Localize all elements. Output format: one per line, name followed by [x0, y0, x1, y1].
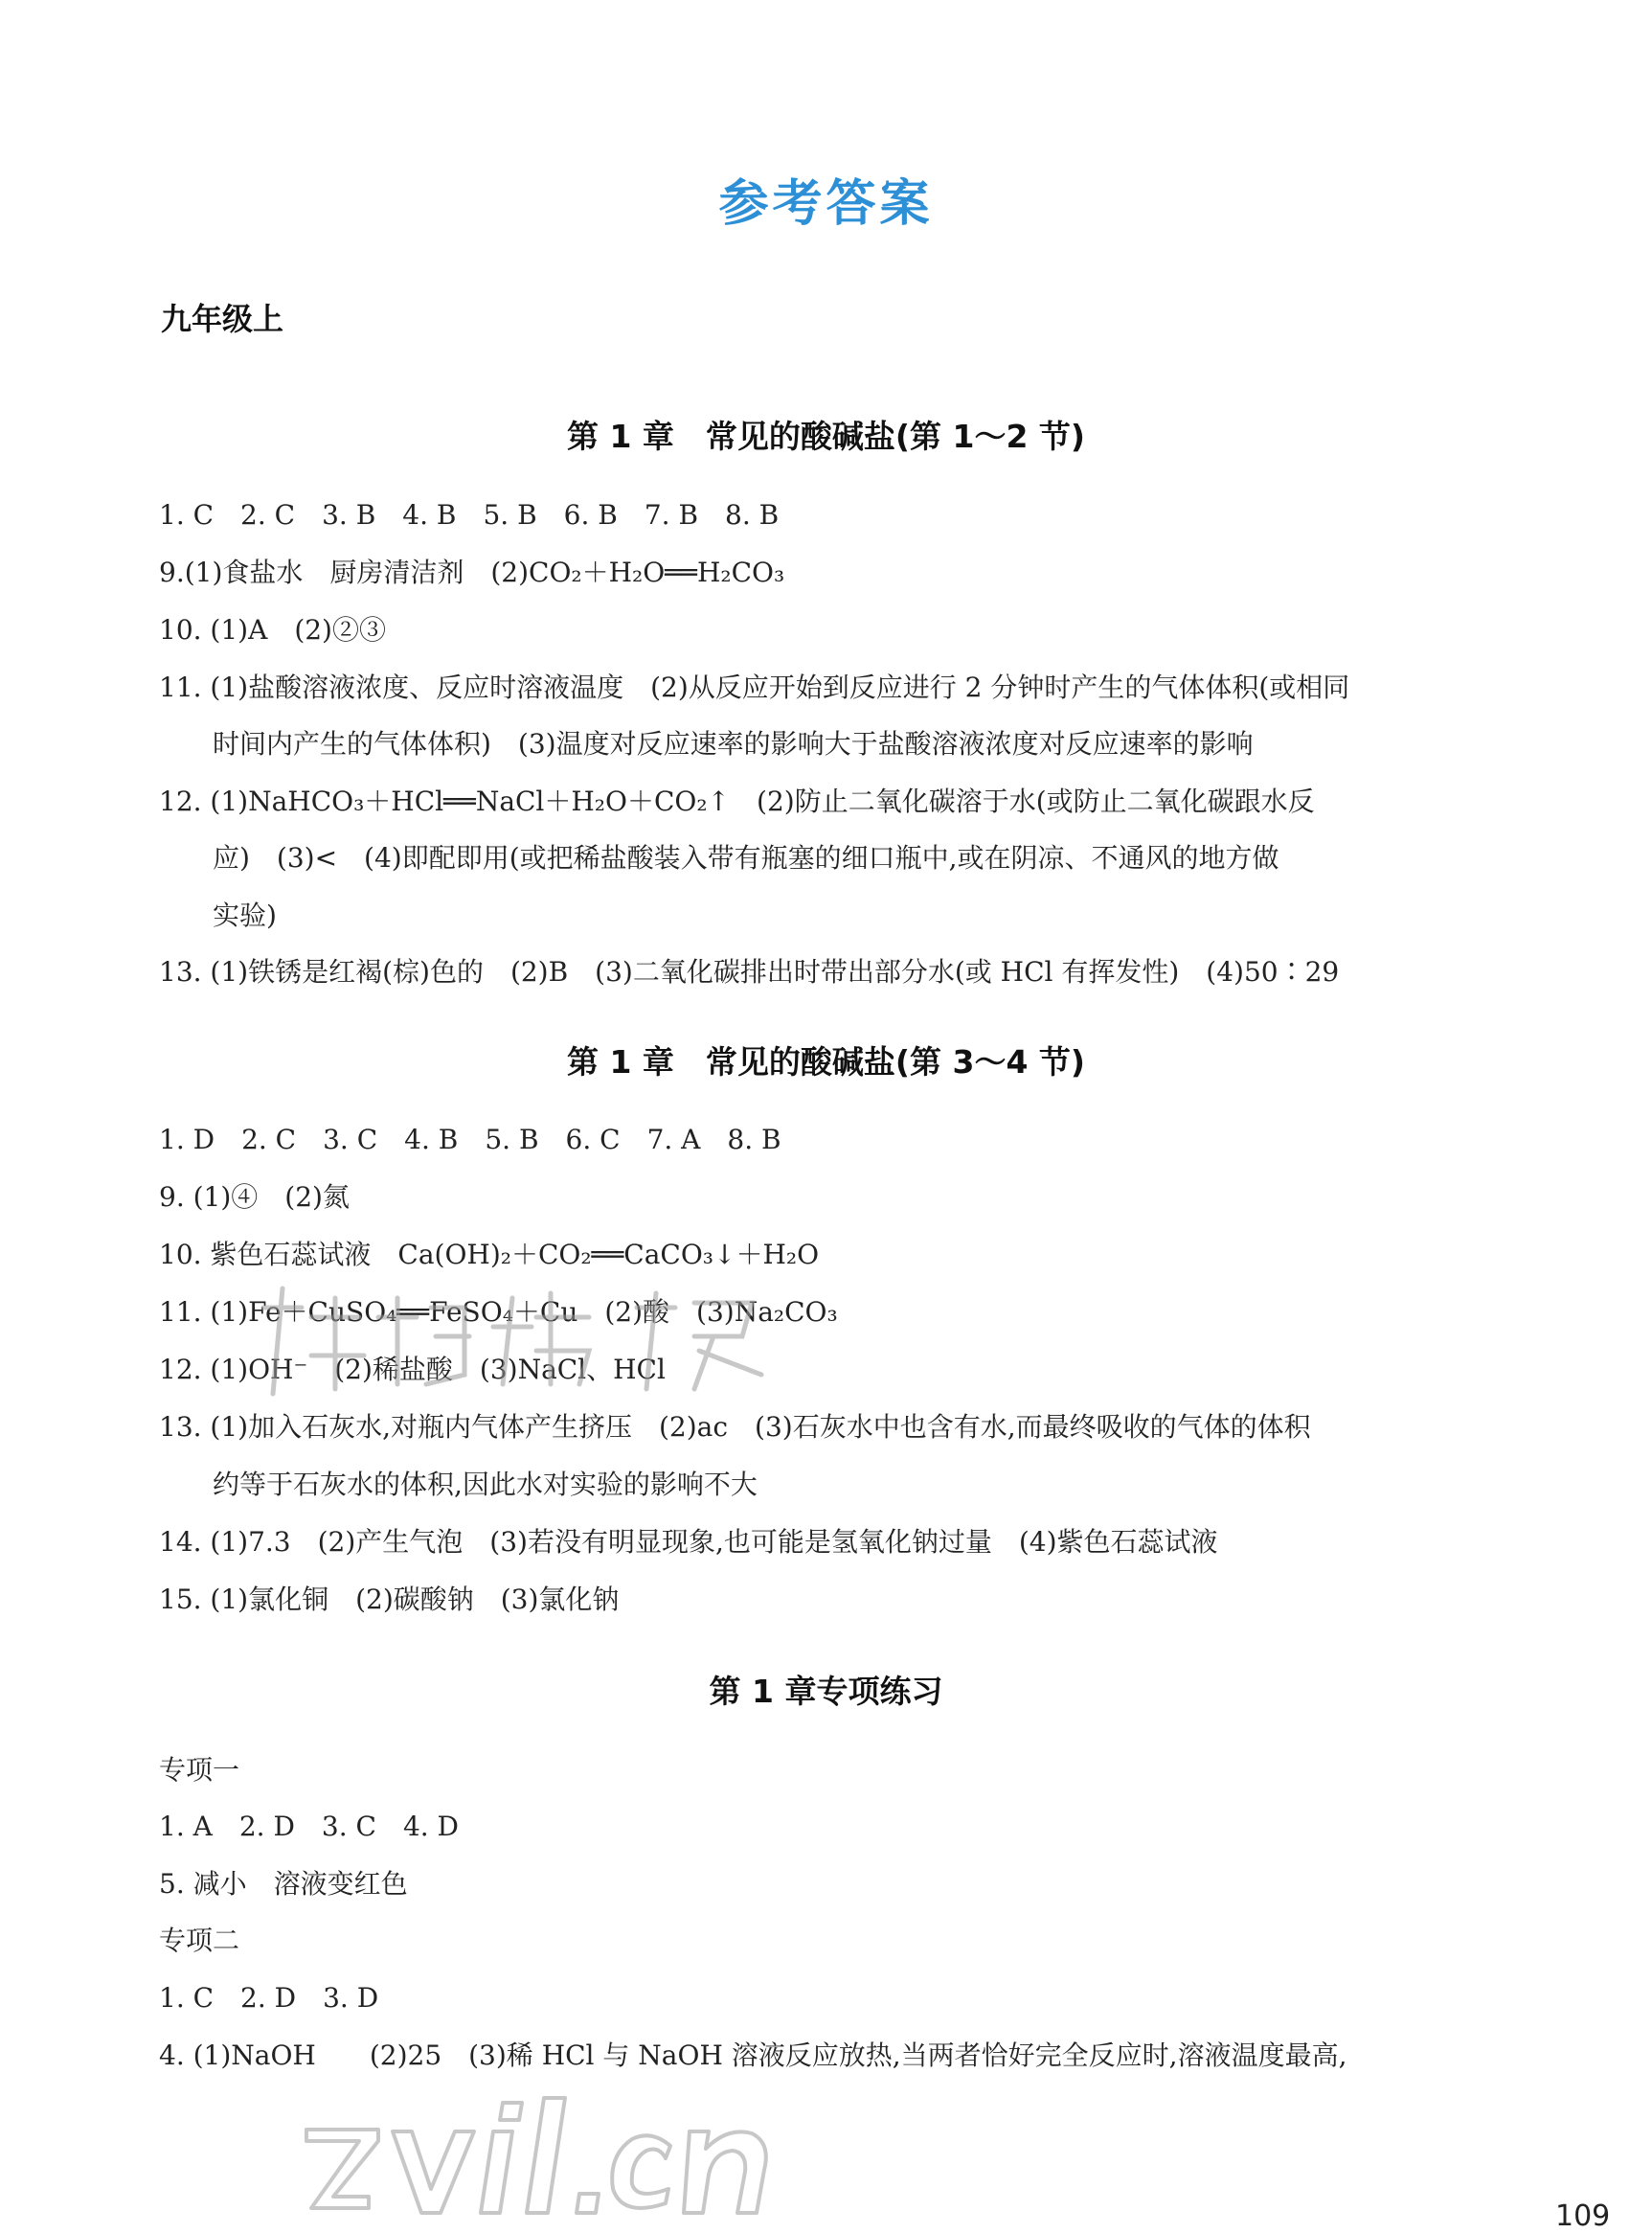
answer-line-continued: 约等于石灰水的体积,因此水对实验的影响不大	[213, 1469, 758, 1500]
subsection-label: 专项一	[159, 1754, 240, 1786]
chapter-heading-1: 第 1 章 常见的酸碱盐(第 1～2 节)	[566, 418, 1085, 455]
answer-line: 11. (1)Fe＋CuSO₄══FeSO₄＋Cu (2)酸 (3)Na₂CO₃	[159, 1296, 838, 1328]
answer-line: 1. A 2. D 3. C 4. D	[159, 1811, 460, 1842]
answer-line: 1. C 2. C 3. B 4. B 5. B 6. B 7. B 8. B	[159, 499, 780, 531]
chapter-heading-2: 第 1 章 常见的酸碱盐(第 3～4 节)	[566, 1043, 1085, 1081]
watermark-logo-middle	[244, 1279, 781, 1403]
answer-line: 9.(1)食盐水 厨房清洁剂 (2)CO₂＋H₂O══H₂CO₃	[159, 557, 785, 588]
answer-line-continued: 应) (3)< (4)即配即用(或把稀盐酸装入带有瓶塞的细口瓶中,或在阴凉、不通风的地方做	[213, 842, 1279, 874]
answer-line: 10. 紫色石蕊试液 Ca(OH)₂＋CO₂══CaCO₃↓＋H₂O	[159, 1239, 820, 1270]
answer-line: 11. (1)盐酸溶液浓度、反应时溶液温度 (2)从反应开始到反应进行 2 分钟时产生的气体体积(或相同	[159, 672, 1350, 703]
answer-line: 5. 减小 溶液变红色	[159, 1868, 408, 1900]
answer-line-continued: 时间内产生的气体体积) (3)温度对反应速率的影响大于盐酸溶液浓度对反应速率的影响	[213, 728, 1254, 760]
answer-line: 14. (1)7.3 (2)产生气泡 (3)若没有明显现象,也可能是氢氧化钠过量 (4)紫色石蕊试液	[159, 1526, 1218, 1558]
answer-line: 1. D 2. C 3. C 4. B 5. B 6. C 7. A 8. B	[159, 1124, 781, 1155]
answer-line: 12. (1)NaHCO₃＋HCl══NaCl＋H₂O＋CO₂↑ (2)防止二氧化碳溶于水(或防止二氧化碳跟水反	[159, 786, 1315, 817]
answer-line: 10. (1)A (2)②③	[159, 614, 386, 646]
answer-line: 1. C 2. D 3. D	[159, 1982, 379, 2014]
chapter-heading-3: 第 1 章专项练习	[709, 1673, 943, 1710]
grade-heading: 九年级上	[161, 301, 284, 337]
page-title: 参考答案	[718, 174, 934, 233]
page-number: 109	[1555, 2199, 1611, 2233]
answer-line: 4. (1)NaOH (2)25 (3)稀 HCl 与 NaOH 溶液反应放热,当两者恰好完全反应时,溶液温度最高,	[159, 2039, 1347, 2071]
answer-line: 9. (1)④ (2)氮	[159, 1181, 350, 1213]
answer-line: 13. (1)加入石灰水,对瓶内气体产生挤压 (2)ac (3)石灰水中也含有水,而最终吸收的气体的体积	[159, 1411, 1311, 1443]
answer-line: 15. (1)氯化铜 (2)碳酸钠 (3)氯化钠	[159, 1584, 620, 1615]
answer-line-continued: 实验)	[213, 900, 277, 931]
answer-line: 13. (1)铁锈是红褐(棕)色的 (2)B (3)二氧化碳排出时带出部分水(或 HCl 有挥发性) (4)50∶29	[159, 956, 1340, 988]
watermark-logo-bottom	[287, 2093, 785, 2227]
subsection-label: 专项二	[159, 1925, 240, 1956]
answer-line: 12. (1)OH⁻ (2)稀盐酸 (3)NaCl、HCl	[159, 1354, 666, 1385]
